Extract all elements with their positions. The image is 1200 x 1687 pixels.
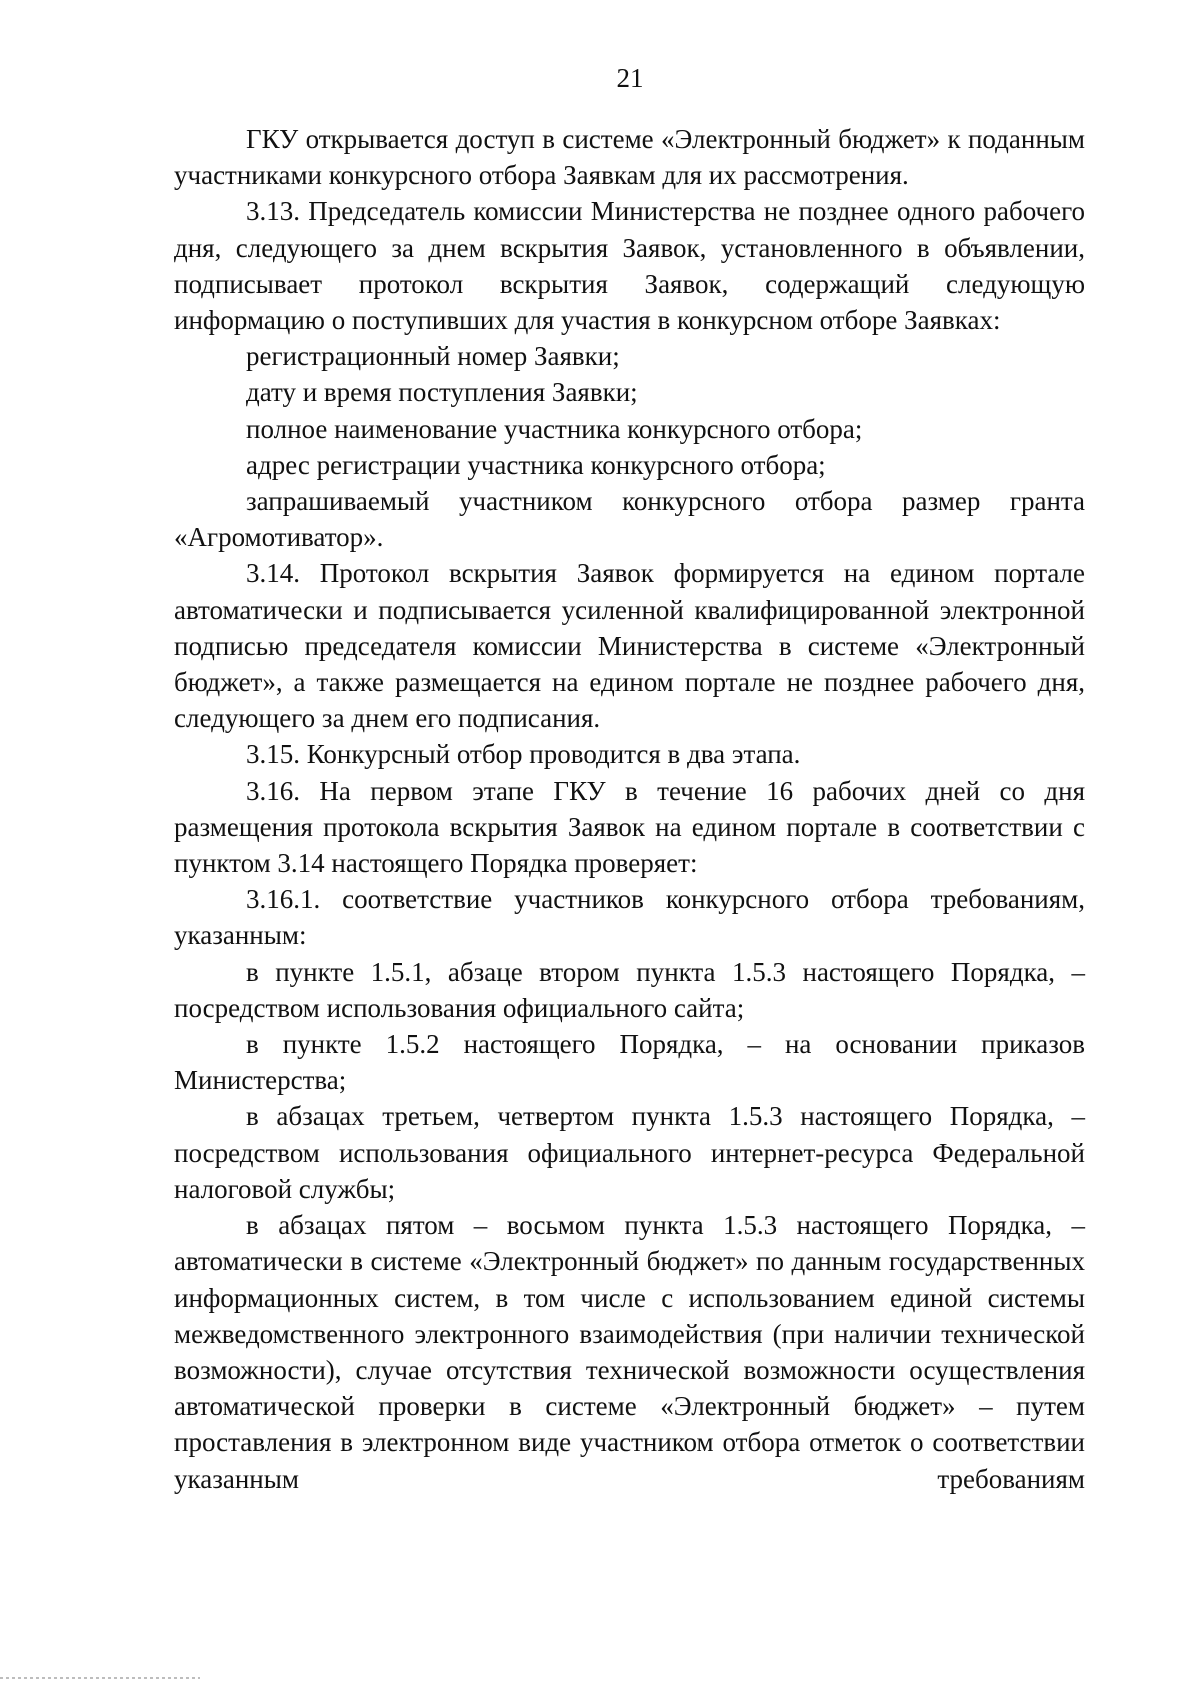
- list-item-registration-number: регистрационный номер Заявки;: [246, 341, 620, 372]
- paragraph-3-14: 3.14. Протокол вскрытия Заявок формируется на едином портале автоматически и подписывается усиленной квалифицированной электронной подписью председателя комиссии Министерства в системе «Электронный бюджет», а также размещается на едином портале не позднее рабочего дня, следующего за днем его подписания.: [174, 558, 1085, 734]
- paragraph-3-13: 3.13. Председатель комиссии Министерства не позднее одного рабочего дня, следующего за днем вскрытия Заявок, установленного в объявлении, подписывает протокол вскрытия Заявок, содержащий следующую информацию о поступивших для участия в конкурсном отборе Заявках:: [174, 196, 1085, 336]
- paragraph-item-third-fourth: в абзацах третьем, четвертом пункта 1.5.3 настоящего Порядка, – посредством использования официального интернет-ресурса Федеральной налоговой службы;: [174, 1101, 1085, 1204]
- paragraph-gku-access: ГКУ открывается доступ в системе «Электронный бюджет» к поданным участниками конкурсного отбора Заявкам для их рассмотрения.: [174, 124, 1085, 191]
- paragraph-3-16: 3.16. На первом этапе ГКУ в течение 16 рабочих дней со дня размещения протокола вскрытия Заявок на едином портале в соответствии с пунктом 3.14 настоящего Порядка проверяет:: [174, 775, 1085, 879]
- list-item-address: адрес регистрации участника конкурсного отбора;: [246, 449, 826, 480]
- paragraph-3-16-1: 3.16.1. соответствие участников конкурсного отбора требованиям, указанным:: [174, 884, 1085, 951]
- list-item-full-name: полное наименование участника конкурсного отбора;: [246, 413, 863, 444]
- page-number: 21: [616, 63, 644, 93]
- list-item-date-time: дату и время поступления Заявки;: [246, 377, 638, 408]
- paragraph-item-1-5-2: в пункте 1.5.2 настоящего Порядка, – на основании приказов Министерства;: [174, 1029, 1085, 1096]
- document-body: [174, 121, 1085, 1497]
- paragraph-item-1-5-1: в пункте 1.5.1, абзаце втором пункта 1.5.3 настоящего Порядка, – посредством использования официального сайта;: [174, 956, 1085, 1023]
- list-item-grant-size: запрашиваемый участником конкурсного отбора размер гранта «Агромотиватор».: [174, 486, 1085, 553]
- scan-edge-mark: [0, 1677, 200, 1679]
- paragraph-item-fifth-eighth: в абзацах пятом – восьмом пункта 1.5.3 настоящего Порядка, – автоматически в системе «Электронный бюджет» по данным государственных информационных систем, в том числе с использованием единой системы межведомственного электронного взаимодействия (при наличии технической возможности), случае отсутствия технической возможности осуществления автоматической проверки в системе «Электронный бюджет» – путем проставления в электронном виде участником отбора отметок о соответствии указанным требованиям: [174, 1210, 1085, 1494]
- paragraph-3-15: 3.15. Конкурсный отбор проводится в два этапа.: [246, 739, 801, 770]
